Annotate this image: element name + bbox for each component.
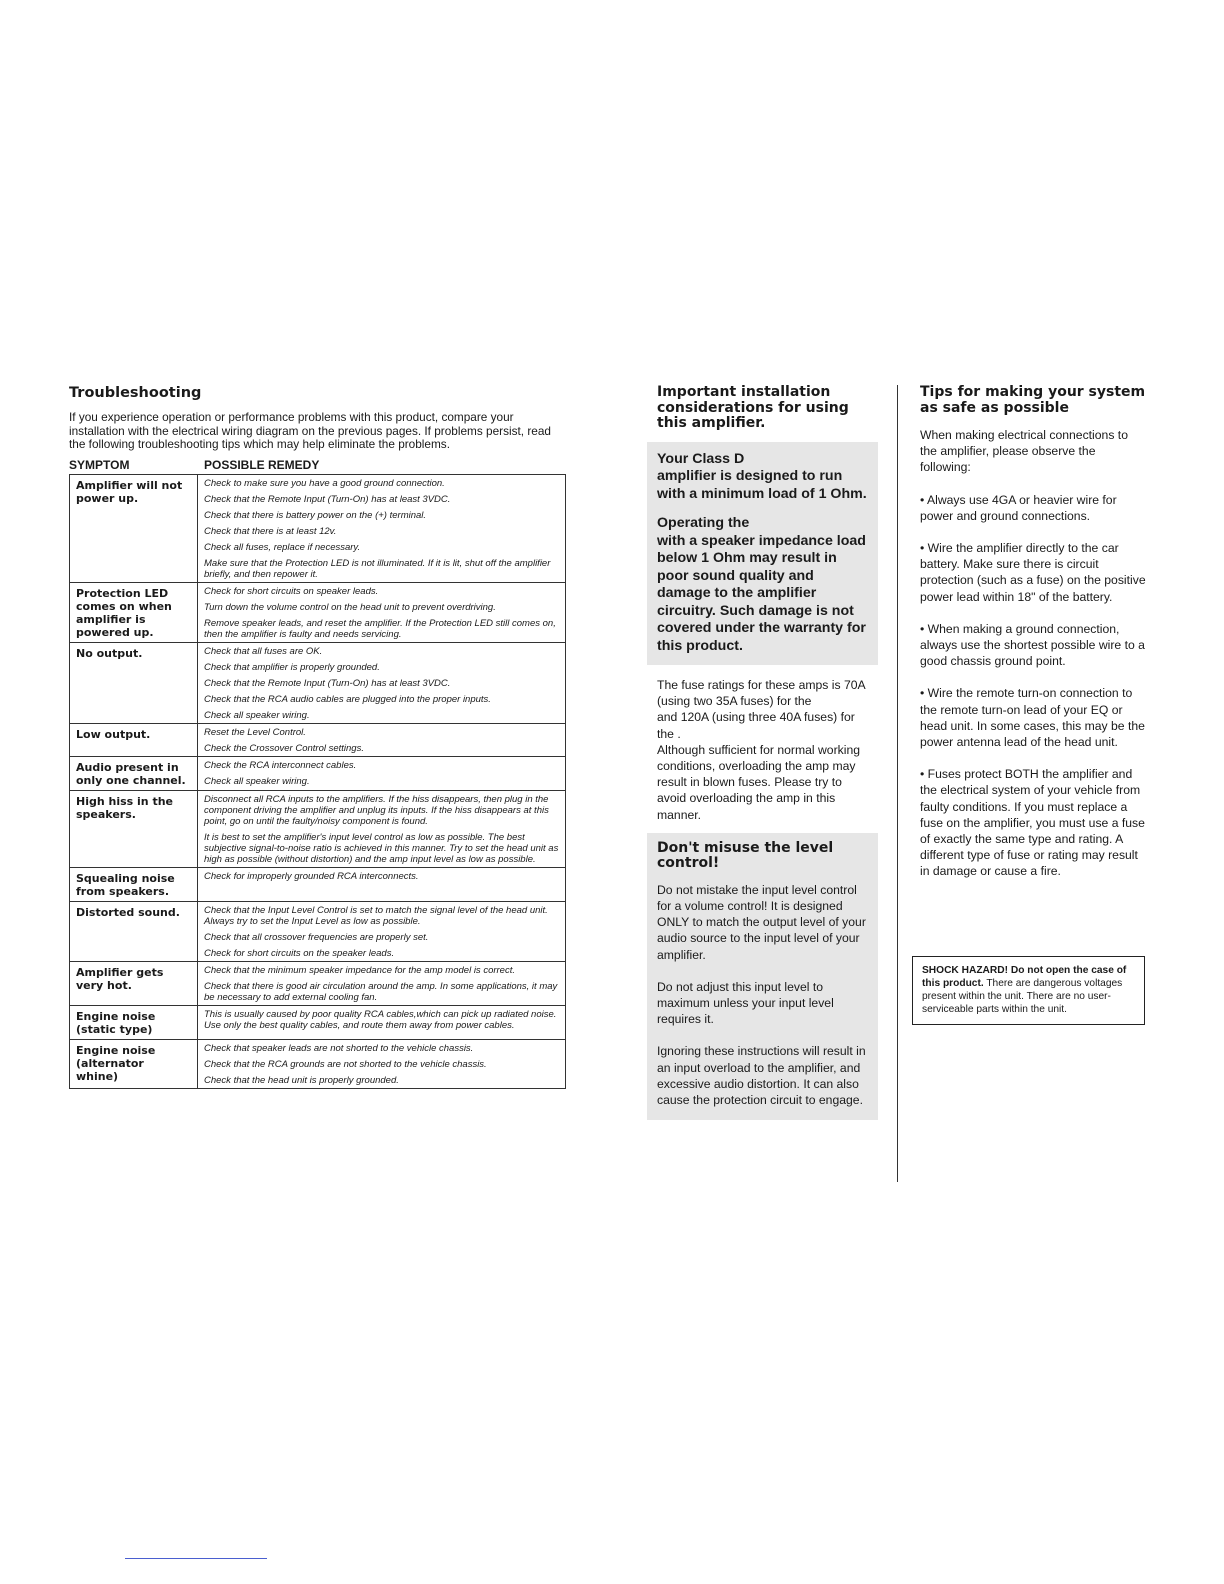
remedy-item: It is best to set the amplifier's input level control as low as possible. The best subjective signal-to-noise ratio is achieved in this manner. Try to set the head unit as high as possible (without distortion) and the amp input level as low as possible. (204, 831, 559, 865)
remedy-item: Turn down the volume control on the head unit to prevent overdriving. (204, 601, 496, 613)
table-row (70, 723, 566, 756)
column-divider (897, 385, 898, 1182)
table-row (70, 867, 566, 901)
footer-link-underline (125, 1558, 267, 1559)
safety-tip: • Wire the remote turn-on connection to the remote turn-on lead of your EQ or head unit. In some cases, this may be the power antenna lead of the head unit. (920, 686, 1145, 750)
remedy-cell (198, 642, 566, 723)
installation-title: Important installation considerations for using this amplifier. (657, 384, 849, 431)
remedy-item: Disconnect all RCA inputs to the amplifiers. If the hiss disappears, then plug in the component driving the amplifier and unplug its inputs. If the hiss disappears at this point, go on until the faulty/noisy component is found. (204, 793, 549, 827)
table-row (70, 1039, 566, 1088)
table-row (70, 474, 566, 582)
shock-hazard-text: There are dangerous voltages present within the unit. There are no user-serviceable parts within the unit. (922, 978, 1123, 1015)
remedy-cell (198, 474, 566, 582)
remedy-cell (198, 1005, 566, 1039)
remedy-item: Check that there is good air circulation around the amp. In some applications, it may be necessary to add external cooling fan. (204, 980, 558, 1003)
safety-tip: • When making a ground connection, always use the shortest possible wire to a good chassis ground point. (920, 621, 1145, 669)
symptom-column-header: SYMPTOM (69, 457, 130, 472)
troubleshooting-intro: If you experience operation or performance problems with this product, compare your installation with the electrical wiring diagram on the previous pages. If problems persist, read the following troubleshooting tips which may help eliminate the problems. (69, 410, 551, 451)
remedy-cell (198, 790, 566, 867)
level-control-paragraph: Ignoring these instructions will result in an input overload to the amplifier, and excessive audio distortion. It can also cause the protection circuit to engage. (657, 1044, 866, 1108)
symptom-cell: Low output. (70, 723, 198, 756)
remedy-cell (198, 867, 566, 901)
remedy-item: Check all speaker wiring. (204, 775, 310, 787)
remedy-item: Check for improperly grounded RCA interconnects. (204, 870, 419, 882)
symptom-cell: Protection LED comes on when amplifier is powered up. (70, 582, 198, 642)
safety-tip: • Wire the amplifier directly to the car battery. Make sure there is circuit protection (such as a fuse) on the positive power lead within 18" of the battery. (920, 541, 1146, 604)
table-row (70, 901, 566, 961)
table-row (70, 582, 566, 642)
remedy-item: Check that speaker leads are not shorted to the vehicle chassis. (204, 1042, 474, 1054)
safety-intro: When making electrical connections to the amplifier, please observe the following: (920, 428, 1128, 475)
symptom-cell: No output. (70, 642, 198, 723)
remedy-cell (198, 723, 566, 756)
remedy-item: Check for short circuits on speaker leads. (204, 585, 379, 597)
remedy-item: Check that the Remote Input (Turn-On) has at least 3VDC. (204, 493, 451, 505)
safety-tip: • Fuses protect BOTH the amplifier and the electrical system of your vehicle from faulty conditions. If you must replace a fuse on the amplifier, you must use a fuse of exactly the same type and rating. A different type of fuse or rating may result in damage or cause a fire. (920, 767, 1145, 879)
table-row (70, 961, 566, 1005)
symptom-cell: Audio present in only one channel. (70, 756, 198, 790)
table-row (70, 790, 566, 867)
symptom-cell: Engine noise (static type) (70, 1005, 198, 1039)
remedy-item: This is usually caused by poor quality RCA cables,which can pick up radiated noise. Use only the best quality cables, and route them away from power cables. (204, 1008, 557, 1031)
level-control-paragraph: Do not adjust this input level to maximum unless your input level requires it. (657, 979, 834, 1027)
symptom-cell: Amplifier gets very hot. (70, 961, 198, 1005)
remedy-item: Check the RCA interconnect cables. (204, 759, 357, 771)
safety-tip: • Always use 4GA or heavier wire for power and ground connections. (920, 492, 1117, 523)
remedy-item: Check that the head unit is properly grounded. (204, 1074, 399, 1086)
level-control-paragraph: Do not mistake the input level control for a volume control! It is designed ONLY to match the output level of your audio source to the input level of your amplifier. (657, 882, 866, 962)
symptom-cell: Distorted sound. (70, 901, 198, 961)
troubleshooting-section (69, 385, 566, 1089)
symptom-cell: Amplifier will not power up. (70, 474, 198, 582)
remedy-cell (198, 961, 566, 1005)
remedy-item: Check that there is battery power on the (+) terminal. (204, 509, 427, 521)
remedy-item: Check that all crossover frequencies are properly set. (204, 931, 429, 943)
troubleshooting-table (69, 474, 566, 1089)
remedy-item: Make sure that the Protection LED is not illuminated. If it is lit, shut off the amplifier briefly, and then repower it. (204, 557, 551, 580)
remedy-item: Check that all fuses are OK. (204, 645, 323, 657)
remedy-item: Check for short circuits on the speaker leads. (204, 947, 395, 959)
remedy-item: Check that the Remote Input (Turn-On) has at least 3VDC. (204, 677, 451, 689)
remedy-item: Check that the Input Level Control is set to match the signal level of the head unit. Always try to set the Input Level as low as possible. (204, 904, 548, 927)
troubleshooting-title: Troubleshooting (69, 385, 202, 401)
remedy-cell (198, 756, 566, 790)
remedy-item: Check that the RCA grounds are not shorted to the vehicle chassis. (204, 1058, 487, 1070)
warning-box (647, 442, 878, 666)
table-row (70, 642, 566, 723)
remedy-item: Check that there is at least 12v. (204, 525, 337, 537)
table-header (69, 458, 566, 474)
fuse-ratings-text: The fuse ratings for these amps is 70A (using two 35A fuses) for the and 120A (using three 40A fuses) for the . Although sufficient for normal working conditions, overloading the amp may result in blown fuses. Please try to avoid overloading the amp in this manner. (657, 678, 865, 822)
installation-section (647, 385, 878, 1120)
symptom-cell: Squealing noise from speakers. (70, 867, 198, 901)
remedy-item: Reset the Level Control. (204, 726, 306, 738)
level-control-title: Don't misuse the level control! (657, 839, 834, 872)
remedy-item: Check all speaker wiring. (204, 709, 310, 721)
impedance-warning: Operating the with a speaker impedance load below 1 Ohm may result in poor sound quality and damage to the amplifier circuitry. Such damage is not covered under the warranty for this product. (657, 515, 866, 654)
level-control-box (647, 833, 878, 1120)
remedy-cell (198, 582, 566, 642)
table-row (70, 1005, 566, 1039)
remedy-column-header: POSSIBLE REMEDY (204, 457, 320, 472)
remedy-cell (198, 1039, 566, 1088)
symptom-cell: Engine noise (alternator whine) (70, 1039, 198, 1088)
remedy-item: Remove speaker leads, and reset the amplifier. If the Protection LED still comes on, then the amplifier is faulty and needs servicing. (204, 617, 556, 640)
shock-hazard-heading: SHOCK HAZARD! Do not open the case of this product. (922, 965, 1127, 989)
remedy-item: Check the Crossover Control settings. (204, 742, 364, 754)
remedy-cell (198, 901, 566, 961)
remedy-item: Check that the RCA audio cables are plugged into the proper inputs. (204, 693, 491, 705)
safety-title: Tips for making your system as safe as possible (920, 384, 1146, 416)
remedy-item: Check to make sure you have a good ground connection. (204, 477, 445, 489)
shock-hazard-notice (912, 956, 1145, 1025)
minimum-load-warning: Your Class D amplifier is designed to run with a minimum load of 1 Ohm. (657, 450, 867, 502)
safety-section (920, 385, 1146, 896)
remedy-item: Check all fuses, replace if necessary. (204, 541, 361, 553)
table-row (70, 756, 566, 790)
symptom-cell: High hiss in the speakers. (70, 790, 198, 867)
safety-tips-list (920, 492, 1146, 880)
remedy-item: Check that the minimum speaker impedance for the amp model is correct. (204, 964, 515, 976)
remedy-item: Check that amplifier is properly grounded. (204, 661, 380, 673)
